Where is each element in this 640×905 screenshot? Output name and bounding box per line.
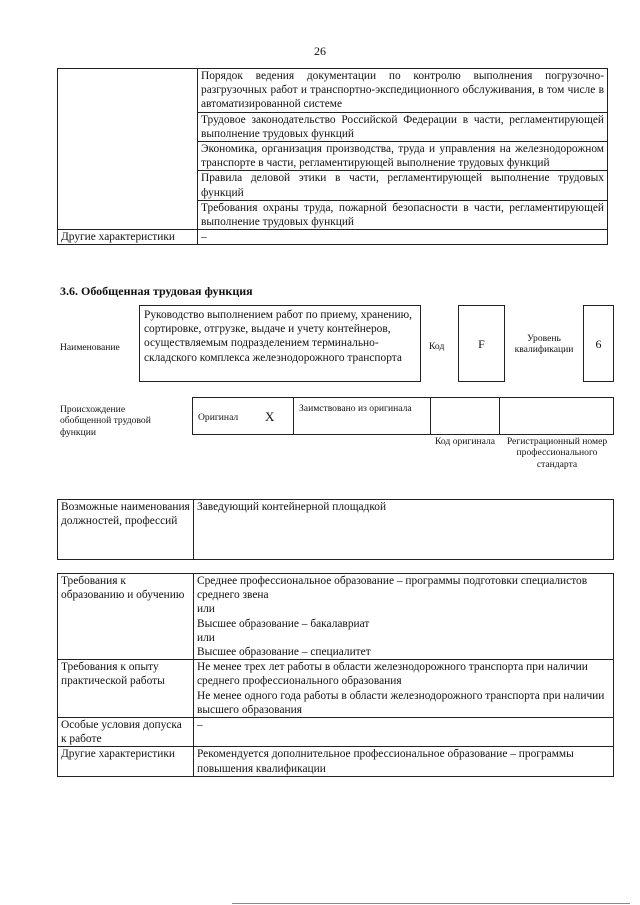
positions-value: Заведующий контейнерной площадкой — [194, 500, 614, 560]
experience-line: Не менее одного года работы в области железнодорожного транспорта при наличии высшего образования — [197, 689, 605, 716]
education-line: Высшее образование – специалитет — [197, 646, 371, 659]
table-cell: Правила деловой этики в части, регламентирующей выполнение трудовых функций — [198, 171, 608, 200]
positions-label: Возможные наименования должностей, профессий — [58, 500, 194, 560]
level-value: 6 — [583, 305, 614, 382]
education-label: Требования к образованию и обучению — [58, 574, 194, 660]
original-label: Оригинал — [198, 412, 239, 423]
table-row — [58, 574, 614, 660]
reg-number-cell — [499, 397, 614, 435]
other-characteristics-value: Рекомендуется дополнительное профессиональное образование – программы повышения квалификации — [194, 747, 614, 776]
section-title: 3.6. Обобщенная трудовая функция — [60, 284, 253, 298]
table-row — [58, 230, 608, 245]
reg-number-caption: Регистрационный номер профессионального стандарта — [506, 436, 608, 470]
other-characteristics-label: Другие характеристики — [58, 747, 194, 776]
positions-table — [57, 499, 614, 560]
table-cell: – — [198, 230, 608, 245]
education-line: Среднее профессиональное образование – программы подготовки специалистов среднего звена — [197, 575, 588, 602]
education-line: или — [197, 631, 215, 644]
education-line: или — [197, 603, 215, 616]
code-value: F — [458, 305, 505, 382]
experience-label: Требования к опыту практической работы — [58, 660, 194, 718]
table-row — [58, 747, 614, 776]
table-row — [58, 500, 614, 560]
borrowed-cell — [293, 397, 431, 435]
table-row — [58, 718, 614, 747]
original-mark: X — [265, 409, 275, 424]
education-line: Высшее образование – бакалавриат — [197, 617, 370, 630]
education-value — [194, 574, 614, 660]
table-cell: Трудовое законодательство Российской Федерации в части, регламентирующей выполнение трудовых функций — [198, 112, 608, 141]
table-cell: Требования охраны труда, пожарной безопасности в части, регламентирующей выполнение трудовых функций — [198, 200, 608, 229]
page-number: 26 — [314, 44, 326, 58]
experience-value — [194, 660, 614, 718]
knowledge-table — [57, 68, 608, 245]
code-original-caption: Код оригинала — [434, 436, 496, 447]
special-conditions-value: – — [194, 718, 614, 747]
table-cell: Порядок ведения документации по контролю выполнения погрузочно-разгрузочных работ и транспортно-экспедиционного обслуживания, в том числе в автоматизированной системе — [198, 69, 608, 113]
function-name-box: Руководство выполнением работ по приему, хранению, сортировке, отгрузке, выдаче и учету контейнеров, осуществляемым подразделением терминально-складского комплекса железнодорожного транспорта — [139, 305, 421, 382]
experience-line: Не менее трех лет работы в области железнодорожного транспорта при наличии среднего профессионального образования — [197, 661, 588, 688]
table-cell: Экономика, организация производства, труда и управления на железнодорожном транспорте в части, регламентирующей выполнение трудовых функций — [198, 142, 608, 171]
level-label: Уровень квалификации — [514, 333, 574, 356]
code-label: Код — [429, 341, 445, 352]
special-conditions-label: Особые условия допуска к работе — [58, 718, 194, 747]
code-original-cell — [430, 397, 500, 435]
table-cell-label — [58, 69, 198, 230]
origin-label: Происхождение обобщенной трудовой функции — [60, 404, 151, 438]
requirements-table — [57, 573, 614, 777]
table-cell-label: Другие характеристики — [58, 230, 198, 245]
original-cell — [192, 397, 294, 435]
borrowed-label: Заимствовано из оригинала — [299, 403, 412, 414]
name-label: Наименование — [60, 342, 120, 353]
table-row — [58, 660, 614, 718]
table-row — [58, 69, 608, 113]
bottom-divider — [232, 903, 630, 904]
